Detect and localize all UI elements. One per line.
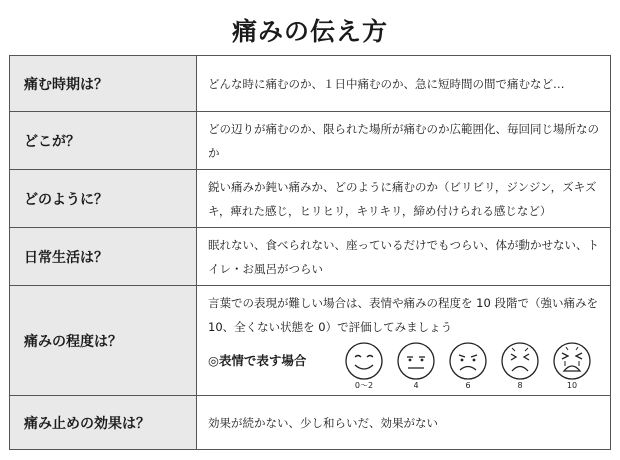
row-heading: 日常生活は？ (10, 228, 197, 286)
row-description: 効果が続かない、少し和らいだ、効果がない (197, 396, 611, 450)
face-item (442, 341, 494, 391)
page-title: 痛みの伝え方 (231, 17, 388, 46)
row-description: 鋭い痛みか鈍い痛みか、どのように痛むのか（ビリビリ，ジンジン，ズキズキ，痺れた感じ，ヒリヒリ，キリキリ，締め付けられる感じなど） (197, 170, 611, 228)
table-row (10, 286, 611, 396)
row-description: どの辺りが痛むのか、限られた場所が痛むのか広範囲化、毎回同じ場所なのか (197, 112, 611, 170)
row-heading: 痛みの程度は？ (10, 286, 197, 396)
table-row (10, 56, 611, 112)
face-value: 10 (566, 380, 578, 390)
face-value: 6 (465, 380, 471, 390)
row-description: 言葉での表現が難しい場合は、表情や痛みの程度を 10 段階で（強い痛みを 10、全くない状態を 0）で評価してみましょう (208, 295, 598, 334)
smiling-face-icon (344, 341, 384, 381)
face-item (390, 341, 442, 391)
neutral-face-icon (396, 341, 436, 381)
row-description-cell (197, 286, 611, 396)
row-heading: 痛む時期は？ (10, 56, 197, 112)
row-heading: 痛み止めの効果は？ (10, 396, 197, 450)
face-item (494, 341, 546, 391)
row-heading: どこが？ (10, 112, 197, 170)
face-list (338, 341, 598, 391)
row-description: どんな時に痛むのか、１日中痛むのか、急に短時間の間で痛むなど… (197, 56, 611, 112)
face-item (546, 341, 598, 391)
row-heading: どのように？ (10, 170, 197, 228)
table-row (10, 396, 611, 450)
pain-guide-table (9, 55, 611, 450)
face-value: 8 (517, 380, 523, 390)
face-value: 0～2 (354, 380, 374, 390)
table-row (10, 170, 611, 228)
crying-face-icon (552, 341, 592, 381)
face-scale (208, 341, 602, 391)
face-value: 4 (413, 380, 419, 390)
row-description: 眠れない、食べられない、座っているだけでもつらい、体が動かせない、トイレ・お風呂がつらい (197, 228, 611, 286)
table-row (10, 112, 611, 170)
face-scale-label: ◎表情で表す場合 (208, 352, 307, 368)
face-item (338, 341, 390, 391)
table-row (10, 228, 611, 286)
frowning-face-icon (448, 341, 488, 381)
pained-face-icon (500, 341, 540, 381)
